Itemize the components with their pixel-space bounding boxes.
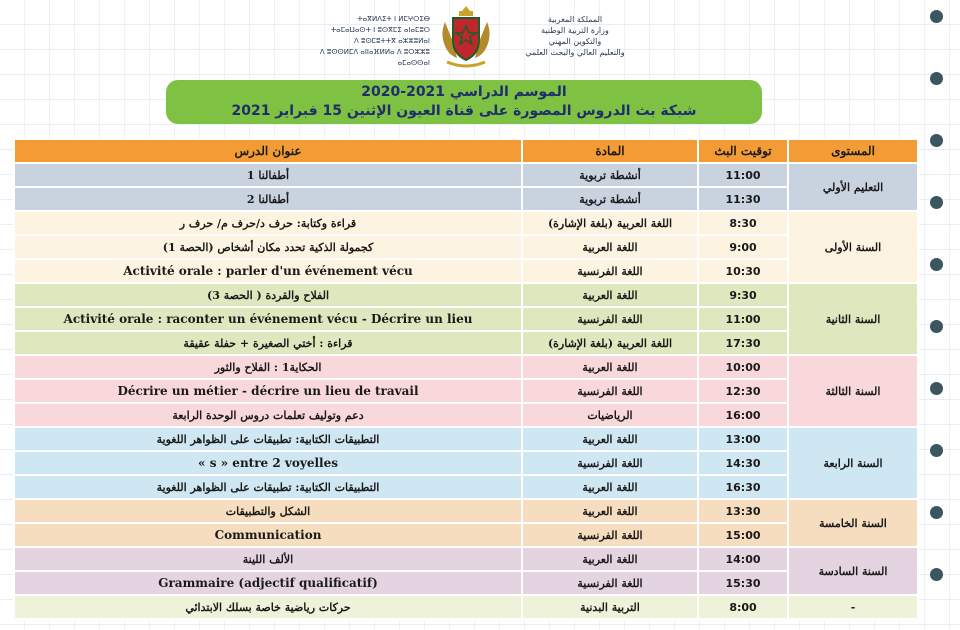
- subject-cell: اللغة العربية (بلغة الإشارة): [522, 331, 698, 355]
- lesson-cell: كجمولة الذكية تحدد مكان أشخاص (الحصة 1): [14, 235, 522, 259]
- lesson-cell: Communication: [14, 523, 522, 547]
- lesson-cell: الشكل والتطبيقات: [14, 499, 522, 523]
- lesson-cell: قراءة : أختي الصغيرة + حفلة عقيقة: [14, 331, 522, 355]
- table-row: [14, 475, 918, 499]
- table-row: [14, 355, 918, 379]
- binder-dot: [930, 444, 943, 457]
- level-cell: السنة الرابعة: [788, 427, 918, 499]
- subject-cell: اللغة العربية: [522, 235, 698, 259]
- schedule-body: [14, 163, 918, 619]
- table-row: [14, 595, 918, 619]
- lesson-cell: « s » entre 2 voyelles: [14, 451, 522, 475]
- subject-cell: أنشطة تربوية: [522, 187, 698, 211]
- level-cell: السنة الخامسة: [788, 499, 918, 547]
- lesson-cell: التطبيقات الكتابية: تطبيقات على الظواهر اللغوية: [14, 427, 522, 451]
- binder-dot: [930, 320, 943, 333]
- ministry-header: [300, 4, 640, 72]
- level-cell: السنة الثانية: [788, 283, 918, 355]
- lesson-cell: الفلاح والقردة ( الحصة 3): [14, 283, 522, 307]
- time-cell: 13:30: [698, 499, 788, 523]
- subject-cell: اللغة الفرنسية: [522, 379, 698, 403]
- table-row: [14, 235, 918, 259]
- header-subject: المادة: [522, 139, 698, 163]
- school-year-title: الموسم الدراسي 2021-2020: [361, 84, 567, 100]
- subject-cell: التربية البدنية: [522, 595, 698, 619]
- table-row: [14, 499, 918, 523]
- subject-cell: اللغة العربية (بلغة الإشارة): [522, 211, 698, 235]
- arabic-ministry-name: [510, 14, 640, 58]
- binder-dot: [930, 258, 943, 271]
- tifinagh-line: ⴷ ⵓⵙⵙⵍⵎⴷ ⴰⵏⵏⴰⴼⵍⵍⴰ ⴷ ⵓⵔⵣⵣⵓ ⴰⵎⴰⵙⵙⴰⵏ: [319, 48, 430, 67]
- table-row: [14, 523, 918, 547]
- subject-cell: اللغة الفرنسية: [522, 451, 698, 475]
- binder-dot: [930, 196, 943, 209]
- time-cell: 14:30: [698, 451, 788, 475]
- time-cell: 15:00: [698, 523, 788, 547]
- schedule-table: [13, 138, 919, 620]
- table-row: [14, 259, 918, 283]
- table-row: [14, 307, 918, 331]
- table-row: [14, 547, 918, 571]
- time-cell: 15:30: [698, 571, 788, 595]
- tifinagh-line: ⵜⴰⴳⵍⴷⵉⵜ ⵏ ⵍⵎⵖⵔⵉⴱ: [357, 15, 430, 23]
- table-row: [14, 211, 918, 235]
- time-cell: 11:00: [698, 307, 788, 331]
- table-row: [14, 571, 918, 595]
- lesson-cell: التطبيقات الكتابية: تطبيقات على الظواهر اللغوية: [14, 475, 522, 499]
- time-cell: 13:00: [698, 427, 788, 451]
- level-cell: السنة الأولى: [788, 211, 918, 283]
- table-row: [14, 451, 918, 475]
- table-row: [14, 403, 918, 427]
- binder-dot: [930, 382, 943, 395]
- title-banner: [166, 80, 762, 124]
- binder-dot: [930, 568, 943, 581]
- tifinagh-ministry-name: [300, 14, 430, 69]
- subject-cell: الرياضيات: [522, 403, 698, 427]
- subject-cell: اللغة العربية: [522, 283, 698, 307]
- time-cell: 17:30: [698, 331, 788, 355]
- subject-cell: اللغة الفرنسية: [522, 523, 698, 547]
- header-level: المستوى: [788, 139, 918, 163]
- subject-cell: اللغة العربية: [522, 475, 698, 499]
- lesson-cell: Activité orale : raconter un événement vécu - Décrire un lieu: [14, 307, 522, 331]
- level-cell: السنة الثالثة: [788, 355, 918, 427]
- tifinagh-line: ⴷ ⵓⵙⵎⵓⵜⵜⴳ ⴰⵣⵣⵓⵍⴰⵏ: [354, 37, 430, 45]
- lesson-cell: دعم وتوليف تعلمات دروس الوحدة الرابعة: [14, 403, 522, 427]
- table-row: [14, 379, 918, 403]
- binder-dot: [930, 506, 943, 519]
- level-cell: -: [788, 595, 918, 619]
- lesson-cell: Activité orale : parler d'un événement vécu: [14, 259, 522, 283]
- header-time: توقيت البث: [698, 139, 788, 163]
- time-cell: 14:00: [698, 547, 788, 571]
- table-header-row: [14, 139, 918, 163]
- lesson-cell: أطفالنا 1: [14, 163, 522, 187]
- table-row: [14, 427, 918, 451]
- subject-cell: اللغة الفرنسية: [522, 259, 698, 283]
- table-row: [14, 283, 918, 307]
- lesson-cell: حركات رياضية خاصة بسلك الابتدائي: [14, 595, 522, 619]
- arabic-line: وزارة التربية الوطنية: [541, 26, 609, 35]
- table-row: [14, 331, 918, 355]
- time-cell: 16:30: [698, 475, 788, 499]
- subject-cell: اللغة العربية: [522, 499, 698, 523]
- binder-dot: [930, 10, 943, 23]
- kingdom-emblem-icon: [437, 4, 495, 70]
- arabic-line: والتكوين المهني: [548, 37, 602, 46]
- time-cell: 8:00: [698, 595, 788, 619]
- subject-cell: اللغة العربية: [522, 355, 698, 379]
- subject-cell: أنشطة تربوية: [522, 163, 698, 187]
- lesson-cell: Grammaire (adjectif qualificatif): [14, 571, 522, 595]
- time-cell: 8:30: [698, 211, 788, 235]
- lesson-cell: الحكاية1 : الفلاح والثور: [14, 355, 522, 379]
- lesson-cell: أطفالنا 2: [14, 187, 522, 211]
- time-cell: 11:00: [698, 163, 788, 187]
- binder-dots: [926, 0, 948, 630]
- time-cell: 9:30: [698, 283, 788, 307]
- lesson-cell: قراءة وكتابة: حرف د/حرف م/ حرف ر: [14, 211, 522, 235]
- lesson-cell: الألف اللينة: [14, 547, 522, 571]
- broadcast-schedule-title: شبكة بث الدروس المصورة على قناة العيون الإثنين 15 فبراير 2021: [231, 103, 697, 119]
- binder-dot: [930, 72, 943, 85]
- time-cell: 12:30: [698, 379, 788, 403]
- time-cell: 10:30: [698, 259, 788, 283]
- arabic-line: والتعليم العالي والبحث العلمي: [525, 48, 625, 57]
- subject-cell: اللغة العربية: [522, 547, 698, 571]
- table-row: [14, 163, 918, 187]
- level-cell: التعليم الأولي: [788, 163, 918, 211]
- time-cell: 16:00: [698, 403, 788, 427]
- time-cell: 11:30: [698, 187, 788, 211]
- level-cell: السنة السادسة: [788, 547, 918, 595]
- subject-cell: اللغة العربية: [522, 427, 698, 451]
- time-cell: 10:00: [698, 355, 788, 379]
- table-row: [14, 187, 918, 211]
- arabic-line: المملكة المغربية: [547, 15, 603, 24]
- binder-dot: [930, 134, 943, 147]
- lesson-cell: Décrire un métier - décrire un lieu de travail: [14, 379, 522, 403]
- header-lesson: عنوان الدرس: [14, 139, 522, 163]
- tifinagh-line: ⵜⴰⵎⴰⵡⴰⵙⵜ ⵏ ⵓⵙⴳⵎⵉ ⴰⵏⴰⵎⵓⵔ: [330, 26, 430, 34]
- time-cell: 9:00: [698, 235, 788, 259]
- subject-cell: اللغة الفرنسية: [522, 571, 698, 595]
- subject-cell: اللغة الفرنسية: [522, 307, 698, 331]
